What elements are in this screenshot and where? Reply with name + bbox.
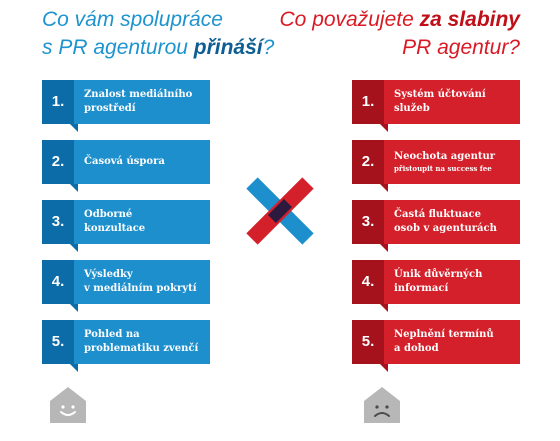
blue-red-cross-icon (244, 175, 316, 247)
weakness-number: 5. (352, 320, 384, 364)
weakness-line2: služeb (394, 103, 430, 114)
speech-tail (70, 364, 78, 372)
benefit-number: 5. (42, 320, 74, 364)
weakness-card (352, 200, 520, 244)
left-title-prefix: s PR agenturou (42, 36, 194, 59)
benefit-body (74, 80, 210, 124)
benefit-line2: problematiku zvenčí (84, 343, 199, 354)
benefits-list (42, 80, 210, 380)
right-title-line1 (262, 6, 520, 34)
right-title-prefix: Co považujete (279, 8, 420, 31)
benefit-card (42, 140, 210, 184)
weakness-text (384, 328, 498, 356)
left-title-emphasis: přináší (193, 36, 263, 59)
benefit-line1: Pohled na (84, 329, 140, 340)
benefit-card (42, 80, 210, 124)
benefit-body (74, 200, 210, 244)
smiling-house-icon (48, 385, 88, 425)
benefit-text (74, 268, 201, 296)
benefit-number: 3. (42, 200, 74, 244)
speech-tail (380, 184, 388, 192)
speech-tail (380, 304, 388, 312)
benefit-line1: Znalost mediálního (84, 89, 193, 100)
benefit-text (74, 88, 196, 116)
weakness-body (384, 80, 520, 124)
weakness-line1: Neplnění termínů (394, 329, 494, 340)
weakness-number: 1. (352, 80, 384, 124)
weakness-line2-small: přistoupit na success fee (394, 164, 492, 173)
benefit-body (74, 140, 210, 184)
left-title-line1: Co vám spolupráce (42, 8, 223, 31)
weaknesses-list (352, 80, 520, 380)
benefit-line1: Výsledky (84, 269, 133, 280)
weakness-line1: Systém účtování (394, 89, 486, 100)
weakness-card (352, 140, 520, 184)
speech-tail (70, 184, 78, 192)
benefit-line2: konzultace (84, 223, 146, 234)
benefit-card (42, 260, 210, 304)
weakness-card (352, 260, 520, 304)
weakness-card (352, 320, 520, 364)
benefit-number: 4. (42, 260, 74, 304)
weakness-body (384, 200, 520, 244)
weakness-text (384, 208, 501, 236)
benefit-number: 2. (42, 140, 74, 184)
benefit-card (42, 200, 210, 244)
weakness-body (384, 260, 520, 304)
left-title-suffix: ? (262, 36, 275, 59)
weakness-line1: Neochota agentur (394, 151, 496, 162)
benefit-text (74, 155, 169, 169)
speech-tail (70, 124, 78, 132)
weakness-text (384, 150, 499, 174)
benefit-number: 1. (42, 80, 74, 124)
weakness-card (352, 80, 520, 124)
benefit-text (74, 208, 149, 236)
weakness-line1: Častá fluktuace (394, 209, 481, 220)
weakness-body (384, 320, 520, 364)
weakness-body (384, 140, 520, 184)
weakness-number: 3. (352, 200, 384, 244)
sad-house-icon (362, 385, 402, 425)
weakness-line2: a dohod (394, 343, 439, 354)
benefit-body (74, 260, 210, 304)
benefit-line2: v mediálním pokrytí (84, 283, 197, 294)
right-title (262, 6, 520, 62)
benefit-line1: Časová úspora (84, 156, 165, 167)
speech-tail (380, 364, 388, 372)
speech-tail (70, 244, 78, 252)
weakness-number: 4. (352, 260, 384, 304)
benefit-card (42, 320, 210, 364)
left-title (42, 6, 292, 62)
benefit-text (74, 328, 202, 356)
weakness-line2: osob v agenturách (394, 223, 497, 234)
benefit-line2: prostředí (84, 103, 136, 114)
speech-tail (380, 124, 388, 132)
weakness-line2: informací (394, 283, 449, 294)
benefit-body (74, 320, 210, 364)
right-title-line2: PR agentur? (402, 36, 520, 59)
weakness-text (384, 268, 486, 296)
left-title-line2 (42, 34, 292, 62)
weakness-line1: Únik důvěrných (394, 269, 483, 280)
right-title-emphasis: za slabiny (419, 8, 520, 31)
weakness-text (384, 88, 490, 116)
speech-tail (70, 304, 78, 312)
speech-tail (380, 244, 388, 252)
weakness-number: 2. (352, 140, 384, 184)
benefit-line1: Odborné (84, 209, 133, 220)
